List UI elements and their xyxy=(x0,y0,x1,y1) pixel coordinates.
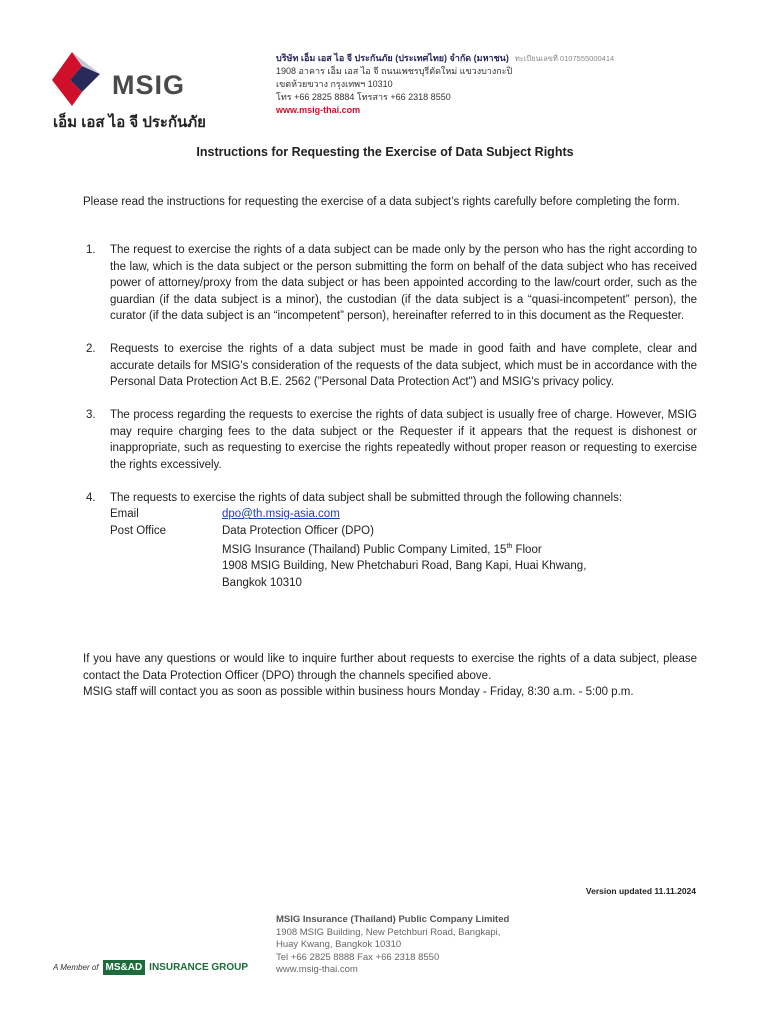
list-item-text: The requests to exercise the rights of data subject shall be submitted through the following channels: xyxy=(110,491,623,504)
list-item-number: 1. xyxy=(86,244,96,256)
post-line-4: Bangkok 10310 xyxy=(222,576,302,589)
version-note: Version updated 11.11.2024 xyxy=(585,886,696,896)
list-item-text: Requests to exercise the rights of a data subject must be made in good faith and have complete, clear and accurate details for MSIG's consideration of the requests of the data subject, which must be in accordance with the Personal Data Protection Act B.E. 2562 (”Personal Data Protection Act") and MSIG's privacy policy. xyxy=(110,343,697,388)
intro-paragraph: Please read the instructions for requesting the exercise of a data subject’s rights carefully before completing the form. xyxy=(83,196,680,208)
footer-website[interactable]: www.msig-thai.com xyxy=(276,964,358,975)
header-website-link[interactable]: www.msig-thai.com xyxy=(276,105,361,115)
member-prefix: A Member of xyxy=(53,963,99,972)
address-line-1: 1908 อาคาร เอ็ม เอส ไอ จี ถนนเพชรบุรีตัดใหม่ แขวงบางกะปิ xyxy=(276,66,513,76)
company-name-thai: บริษัท เอ็ม เอส ไอ จี ประกันภัย (ประเทศไทย) จำกัด (มหาชน) xyxy=(276,53,509,63)
member-badge xyxy=(53,960,248,975)
document-title: Instructions for Requesting the Exercise of Data Subject Rights xyxy=(196,145,574,159)
list-item-number: 2. xyxy=(86,343,96,355)
list-item xyxy=(83,341,697,391)
insurance-group-label: INSURANCE GROUP xyxy=(149,962,249,973)
footer-line-3: Tel +66 2825 8888 Fax +66 2318 8550 xyxy=(276,951,440,963)
footer-line-1: 1908 MSIG Building, New Petchburi Road, Bangkapi, xyxy=(276,926,501,938)
post-line-3: 1908 MSIG Building, New Phetchaburi Road, Bang Kapi, Huai Khwang, xyxy=(222,560,587,573)
instructions-list xyxy=(83,242,697,591)
registration-number: ทะเบียนเลขที่ 0107555000414 xyxy=(514,54,615,63)
submission-channels xyxy=(110,506,697,591)
list-item xyxy=(83,407,697,473)
list-item xyxy=(83,490,697,592)
company-header xyxy=(276,52,614,117)
phone-line: โทร +66 2825 8884 โทรสาร +66 2318 8550 xyxy=(276,92,451,102)
msig-logo-mark-icon xyxy=(50,48,120,108)
footer-address xyxy=(276,914,509,977)
post-line-1: Data Protection Officer (DPO) xyxy=(222,524,374,537)
list-item-text: The process regarding the requests to exercise the rights of data subject is usually free of charge. However, MSIG may require charging fees to the data subject or the Requester if it appears that the request is dishonest or inappropriate, such as requesting to exercise the rights repeatedly without proper reason or requesting to exercise the rights excessively. xyxy=(110,409,697,471)
closing-paragraph: If you have any questions or would like to inquire further about requests to exercise the rights of a data subject, please contact the Data Protection Officer (DPO) through the channels specified above. xyxy=(83,653,697,682)
list-item-text: The request to exercise the rights of a data subject can be made only by the person who has the right according to the law, which is the data subject or the person submitting the form on behalf of the data subject who has received power of attorney/proxy from the data subject or has been appointed according to the law/court order, such as the guardian (if the data subject is a minor), the custodian (if the data subject is a “quasi-incompetent” person), the curator (if the data subject is an “incompetent” person), hereinafter referred to in this document as the Requester. xyxy=(110,244,697,322)
footer-line-2: Huay Kwang, Bangkok 10310 xyxy=(276,939,402,950)
post-line-2: MSIG Insurance (Thailand) Public Company Limited, 15th Floor xyxy=(222,543,542,556)
list-item xyxy=(83,242,697,325)
logo-thai-name: เอ็ม เอส ไอ จี ประกันภัย xyxy=(53,114,206,131)
business-hours-note: MSIG staff will contact you as soon as possible within business hours Monday - Friday, 8:30 a.m. - 5:00 p.m. xyxy=(83,686,634,698)
email-label: Email xyxy=(110,508,139,520)
address-line-2: เขตห้วยขวาง กรุงเทพฯ 10310 xyxy=(276,79,393,89)
post-office-label: Post Office xyxy=(110,524,167,537)
list-item-number: 3. xyxy=(86,409,96,421)
logo-wordmark: MSIG xyxy=(112,70,186,100)
closing-section xyxy=(83,651,697,701)
msad-logo: MS&AD xyxy=(103,960,146,975)
footer-company-name: MSIG Insurance (Thailand) Public Company Limited xyxy=(276,914,510,925)
list-item-number: 4. xyxy=(86,491,96,504)
dpo-email-link[interactable]: dpo@th.msig-asia.com xyxy=(222,508,340,520)
